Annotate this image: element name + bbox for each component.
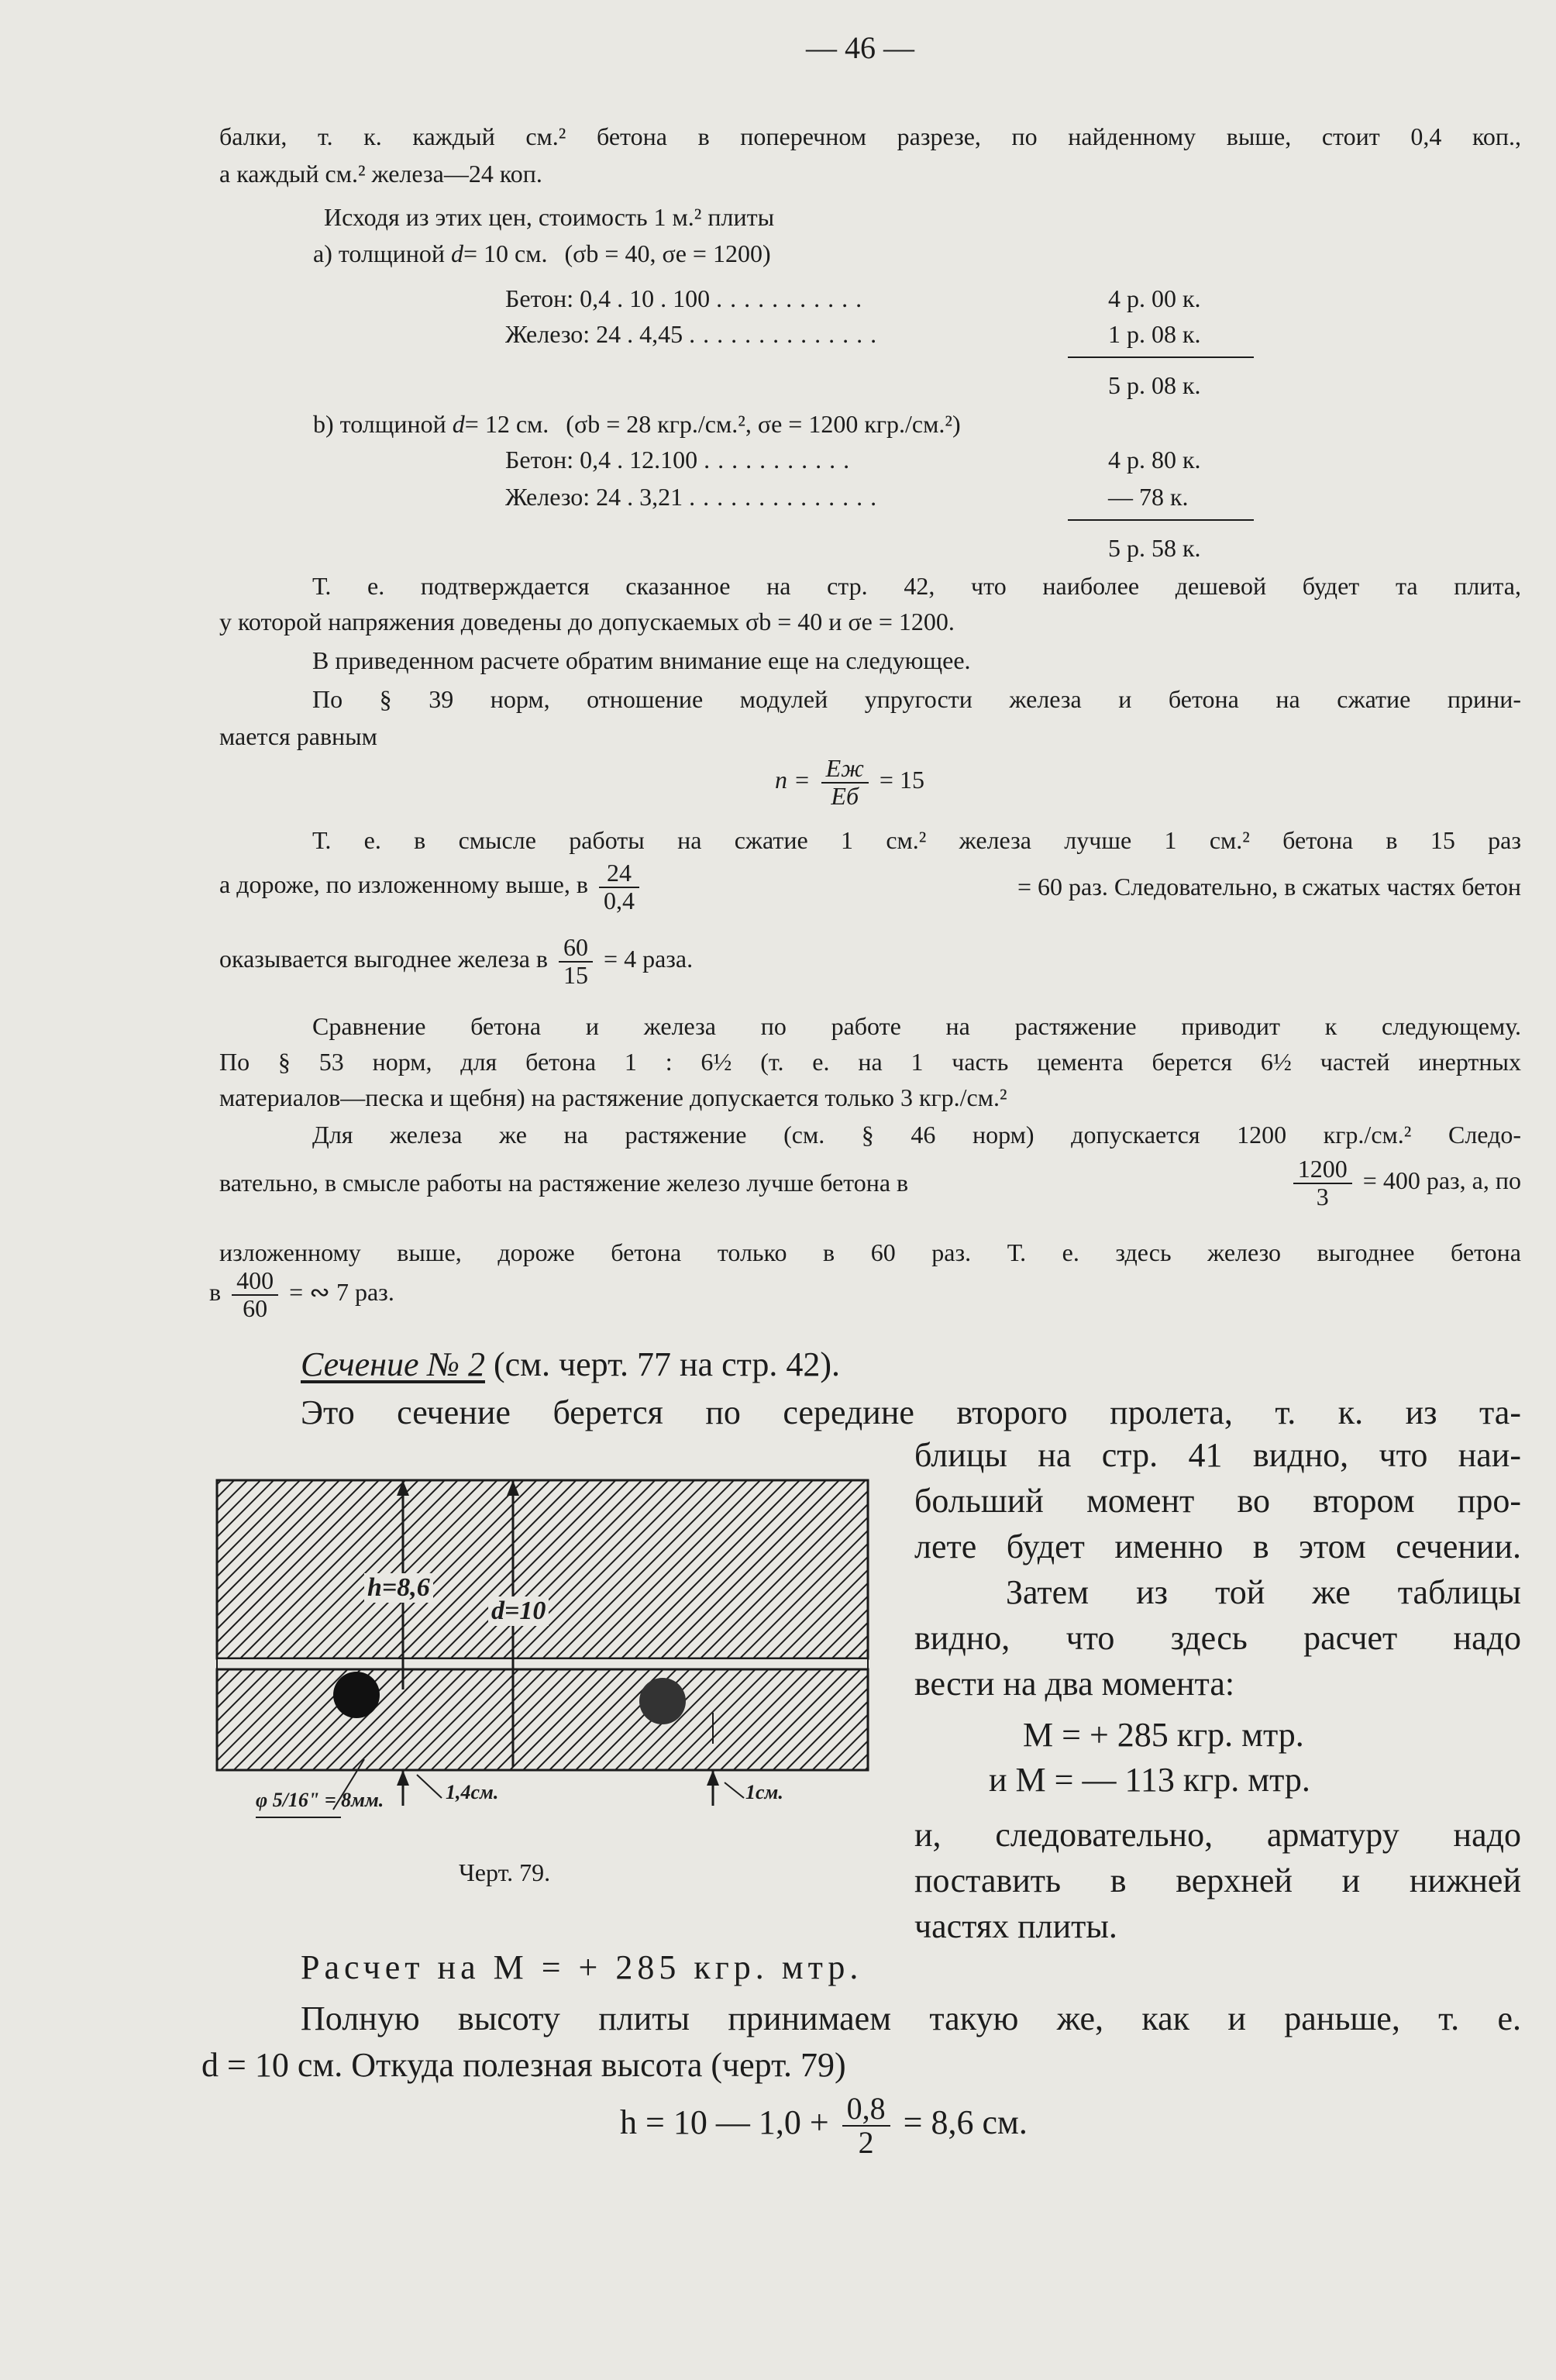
side-line: Затем из той же таблицы [1006, 1573, 1521, 1611]
figure-79 [209, 1465, 876, 1829]
side-line: видно, что здесь расчет надо [914, 1619, 1521, 1657]
side-line: частях плиты. [914, 1907, 1117, 1945]
paragraph-line: в $\frac{400}{60}$ = ∾ 7 раз. [209, 1266, 394, 1322]
case-b-total: 5 р. 58 к. [1108, 534, 1201, 562]
paragraph-line: Для железа же на растяжение (см. § 46 норм) допускается 1200 кгр./см.² Следо- [312, 1121, 1521, 1149]
case-a-total: 5 р. 08 к. [1108, 371, 1201, 399]
rebar-bottom [639, 1678, 686, 1724]
label-d: d=10 [488, 1596, 549, 1626]
side-line: поставить в верхней и нижней [914, 1862, 1521, 1900]
case-a-iron-label: Железо: 24 . 4,45 .............. [505, 320, 885, 348]
side-line: вести на два момента: [914, 1665, 1235, 1703]
moment-1: M = + 285 кгр. мтр. [1023, 1716, 1304, 1754]
paragraph-line: Полную высоту плиты принимаем такую же, как и раньше, т. е. [301, 1999, 1521, 2037]
sum-rule [1068, 356, 1254, 358]
paragraph-line: а каждый см.² железа—24 коп. [219, 160, 542, 188]
paragraph-line: Т. е. подтверждается сказанное на стр. 42, что наиболее дешевой будет та плита, [312, 572, 1521, 600]
paragraph-line: Исходя из этих цен, стоимость 1 м.² плиты [324, 203, 775, 231]
paragraph-line: вательно, в смысле работы на растяжение железо лучше бетона в $\frac{1200}{3}$ = 400 раз, а, по [219, 1155, 1521, 1211]
page-number: — 46 — [806, 30, 914, 65]
arrow-up-icon [397, 1770, 409, 1786]
case-a-iron-cost: 1 р. 08 к. [1108, 320, 1201, 348]
paragraph-line: оказывается выгоднее железа в $\frac{60}{15}$ = 4 раза. [219, 933, 694, 989]
slab-cross-section-diagram [209, 1465, 876, 1829]
concrete-hatching [217, 1669, 868, 1770]
calc-heading: Расчет на M = + 285 кгр. мтр. [301, 1948, 863, 1986]
label-phi: φ 5/16" = 8мм. [256, 1789, 384, 1811]
case-a-concrete-label: Бетон: 0,4 . 10 . 100 ........... [505, 284, 870, 312]
paragraph-line: Сравнение бетона и железа по работе на растяжение приводит к следующему. [312, 1012, 1521, 1040]
side-text-2 [914, 1812, 1521, 1949]
side-line: и, следовательно, арматуру надо [914, 1816, 1521, 1854]
side-text [914, 1432, 1521, 1707]
case-b-iron-label: Железо: 24 . 3,21 .............. [505, 483, 885, 511]
sum-rule [1068, 519, 1254, 521]
case-b-iron-cost: — 78 к. [1108, 483, 1189, 511]
arrow-up-icon [707, 1770, 719, 1786]
side-line: блицы на стр. 41 видно, что наи- [914, 1436, 1521, 1474]
moment-2: и M = — 113 кгр. мтр. [989, 1761, 1310, 1799]
case-a-concrete-cost: 4 р. 00 к. [1108, 284, 1201, 312]
side-line: лете будет именно в этом сечении. [914, 1528, 1521, 1565]
leader-line [417, 1775, 442, 1798]
paragraph-line: В приведенном расчете обратим внимание еще на следующее. [312, 646, 971, 674]
label-1-4: 1,4см. [446, 1781, 499, 1803]
paragraph-line: По § 39 норм, отношение модулей упругости железа и бетона на сжатие прини- [312, 685, 1521, 713]
figure-caption: Черт. 79. [459, 1858, 551, 1886]
paragraph-line: Это сечение берется по середине второго пролета, т. к. из та- [301, 1393, 1521, 1431]
paragraph-line: материалов—песка и щебня) на растяжение допускается только 3 кгр./см.² [219, 1083, 1007, 1111]
paragraph-line: По § 53 норм, для бетона 1 : 6½ (т. е. на 1 часть цемента берется 6½ частей инертных [219, 1048, 1521, 1076]
leader-line [725, 1782, 744, 1798]
side-line: больший момент во втором про- [914, 1482, 1521, 1520]
case-b-heading: b) толщиной d= 12 см. (σb = 28 кгр./см.², σe = 1200 кгр./см.²) [313, 410, 961, 438]
reinforcement-band [217, 1658, 868, 1669]
case-b-concrete-label: Бетон: 0,4 . 12.100 ........... [505, 446, 858, 474]
label-1: 1см. [745, 1781, 783, 1803]
paragraph-line: d = 10 см. Откуда полезная высота (черт. 79) [201, 2046, 846, 2084]
paragraph-line: а дороже, по изложенному выше, в $\frac{24}{0,4}$ = 60 раз. Следовательно, в сжатых частях бетон [219, 859, 1521, 914]
rebar-bottom [333, 1672, 380, 1718]
case-a-heading: а) толщиной d= 10 см. (σb = 40, σe = 1200) [313, 239, 771, 267]
section-2-heading: Сечение № 2 (см. черт. 77 на стр. 42). [301, 1345, 841, 1383]
formula-h: h = 10 — 1,0 + $\frac{0,8}{2}$ = 8,6 см. [620, 2091, 1028, 2160]
paragraph-line: Т. е. в смысле работы на сжатие 1 см.² железа лучше 1 см.² бетона в 15 раз [312, 826, 1521, 854]
concrete-hatching [217, 1480, 868, 1658]
paragraph-line: мается равным [219, 722, 377, 750]
paragraph-line: балки, т. к. каждый см.² бетона в поперечном разрезе, по найденному выше, стоит 0,4 коп., [219, 122, 1521, 150]
paragraph-line: изложенному выше, дороже бетона только в 60 раз. Т. е. здесь железо выгоднее бетона [219, 1238, 1521, 1266]
paragraph-line: у которой напряжения доведены до допускаемых σb = 40 и σe = 1200. [219, 608, 955, 635]
label-h: h=8,6 [364, 1573, 433, 1603]
formula-n: n = $\frac{Eж}{Eб}$ = 15 [775, 754, 924, 810]
case-b-concrete-cost: 4 р. 80 к. [1108, 446, 1201, 474]
